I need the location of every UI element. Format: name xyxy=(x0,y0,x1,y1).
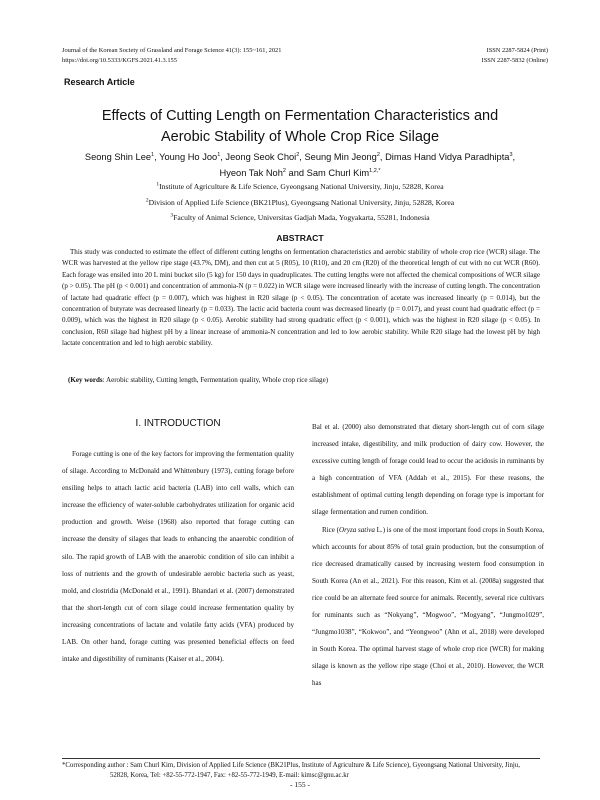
article-type-label: Research Article xyxy=(64,77,135,87)
keywords-label: (Key words xyxy=(68,376,103,384)
journal-citation: Journal of the Korean Society of Grassland and Forage Science 41(3): 155~161, 2021 xyxy=(62,47,282,54)
intro-paragraph-2: Bal et al. (2000) also demonstrated that dietary short-length cut of corn silage increased intake, digestibility, and milk production of dairy cow. However, the excessive cutting length of forage could lead to occur the acidosis in ruminants by a high concentration of VFA (Addah et al., 2015). For these reasons, the establishment of optimal cutting length depending on forage type is important for silage fermentation and rumen condition. xyxy=(312,423,544,517)
author: Dimas Hand Vidya Paradhipta$^3$, xyxy=(385,151,516,162)
section-heading-introduction: Ⅰ. INTRODUCTION xyxy=(135,418,221,429)
intro-paragraph-3: Rice (Oryza sativa L.) is one of the most important food crops in South Korea, which accounts for about 85% of total grain production, but the consumption of rice decreased dramatically caused by increasing western food consumption in South Korea (An et al., 2021). For this reason, Kim et al. (2008a) suggested that rice could be an alternate feed source for animals. Recently, several rice cultivars for ruminants such as “Nokyang”, “Mogwoo”, “Mogyang”, “Jungmo1029”, “Jungmo1038”, “Kokwoo”, and “Yeongwoo” (Ahn et al., 2018) were developed in South Korea. The optimal harvest stage of whole crop rice (WCR) for making silage is known as the yellow ripe stage (Choi et al., 2010). However, the WCR has xyxy=(312,525,544,688)
keywords xyxy=(68,375,328,386)
keywords-list: : Aerobic stability, Cutting length, Fermentation quality, Whole crop rice silage) xyxy=(102,376,329,384)
title-line-2: Aerobic Stability of Whole Crop Rice Silage xyxy=(160,129,440,145)
page-number: - 155 - xyxy=(290,780,310,789)
right-column xyxy=(312,419,544,693)
doi-link[interactable]: https://doi.org/10.5333/KGFS.2021.41.3.155 xyxy=(62,57,177,64)
footnote-divider xyxy=(62,758,540,759)
journal-header xyxy=(62,46,281,66)
author: Hyeon Tak Noh$^2$ and xyxy=(219,167,307,178)
author: Seung Min Jeong$^2$, xyxy=(304,151,386,162)
title-line-1: Effects of Cutting Length on Fermentation Characteristics and xyxy=(101,108,499,124)
author: Young Ho Joo$^1$, xyxy=(159,151,226,162)
left-column xyxy=(62,446,294,668)
affiliation-1: $^1$Institute of Agriculture & Life Science, Gyeongsang National University, Jinju, 52828, Korea xyxy=(156,181,444,191)
issn-online: ISSN 2287-5832 (Online) xyxy=(481,57,548,64)
author: Sam Churl Kim$^{1,2,*}$ xyxy=(306,167,381,178)
author: Seong Shin Lee$^1$, xyxy=(84,151,160,162)
author-list xyxy=(40,149,560,181)
paper-title xyxy=(40,106,560,148)
affiliation-3: $^3$Faculty of Animal Science, Universitas Gadjah Mada, Yogyakarta, 55281, Indonesia xyxy=(170,212,430,222)
abstract-body: This study was conducted to estimate the effect of different cutting lengths on fermentation characteristics and aerobic stability of whole crop rice (WCR) silage. The WCR was harvested at the yellow ripe stage (43.7%, DM), and then cut at 5 (R05), 10 (R10), and 20 cm (R20) of the theoretical length of cut with no cut WCR (R60). Each forage was ensiled into 20 L mini bucket silo (5 kg) for 150 days in quadruplicates. The cutting lengths were not affected the chemical compositions of WCR silage (p > 0.05). The pH (p < 0.001) and concentration of ammonia-N (p = 0.022) in WCR silage were increased linearly with the increase of cutting length. The concentration of lactate had quadratic effect (p = 0.007), which was highest in R20 silage (p < 0.05). The concentration of acetate was increased linearly (p = 0.014), but the concentration of butyrate was decreased linearly (p = 0.033). The lactic acid bacteria count was decreased linearly (p = 0.017), and yeast count had quadratic effect (p = 0.009), which was the highest in R20 silage (p < 0.05). Aerobic stability had strong quadratic effect (p < 0.001), which was the highest in R20 silage (p < 0.05). In conclusion, R60 silage had highest pH by a linear increase of ammonia-N concentration and led to low aerobic stability. While R20 silage had the lowest pH by high lactate concentration and led to high aerobic stability. xyxy=(62,248,540,348)
affiliation-2: $^2$Division of Applied Life Science (BK21Plus), Gyeongsang National University, Jinju, 52828, Korea xyxy=(145,197,455,207)
issn-block xyxy=(482,46,548,66)
abstract-heading: ABSTRACT xyxy=(276,233,324,243)
author: Jeong Seok Choi$^2$, xyxy=(225,151,305,162)
corresponding-author-footnote: *Corresponding author : Sam Churl Kim, Division of Applied Life Science (BK21Plus, Institute of Agriculture & Life Science), Gyeongsang National University, Jinju, 52828, Korea, Tel: +82-55-772-1947, Fax: +82-55-772-1949, E-mail: kimsc@gnu.ac.kr xyxy=(62,762,520,779)
issn-print: ISSN 2287-5824 (Print) xyxy=(486,47,548,54)
intro-paragraph-1: Forage cutting is one of the key factors for improving the fermentation quality of silage. According to McDonald and Whittenbury (1973), cutting forage before ensiling helps to attach lactic acid bacteria (LAB) into cell walls, which can increase the efficiency of water-soluble carbohydrates utilization for organic acid production and growth. Weise (1968) also reported that forage cutting can increase the density of silages that leads to enhancing the anaerobic condition of silo. The rapid growth of LAB with the anaerobic condition of silo can inhibit a loss of nutrients and the growth of undesirable aerobic bacteria such as yeast, mold, and clostridia (McDonald et al., 1991). Bhandari et al. (2007) demonstrated that the short-length cut of corn silage could increase fermentation quality by increasing concentrations of lactate and volatile fatty acids (VFA) produced by LAB. On other hand, forage cutting was presented beneficial effects on feed intake and digestibility of ruminants (Kaiser et al., 2004). xyxy=(62,450,294,664)
